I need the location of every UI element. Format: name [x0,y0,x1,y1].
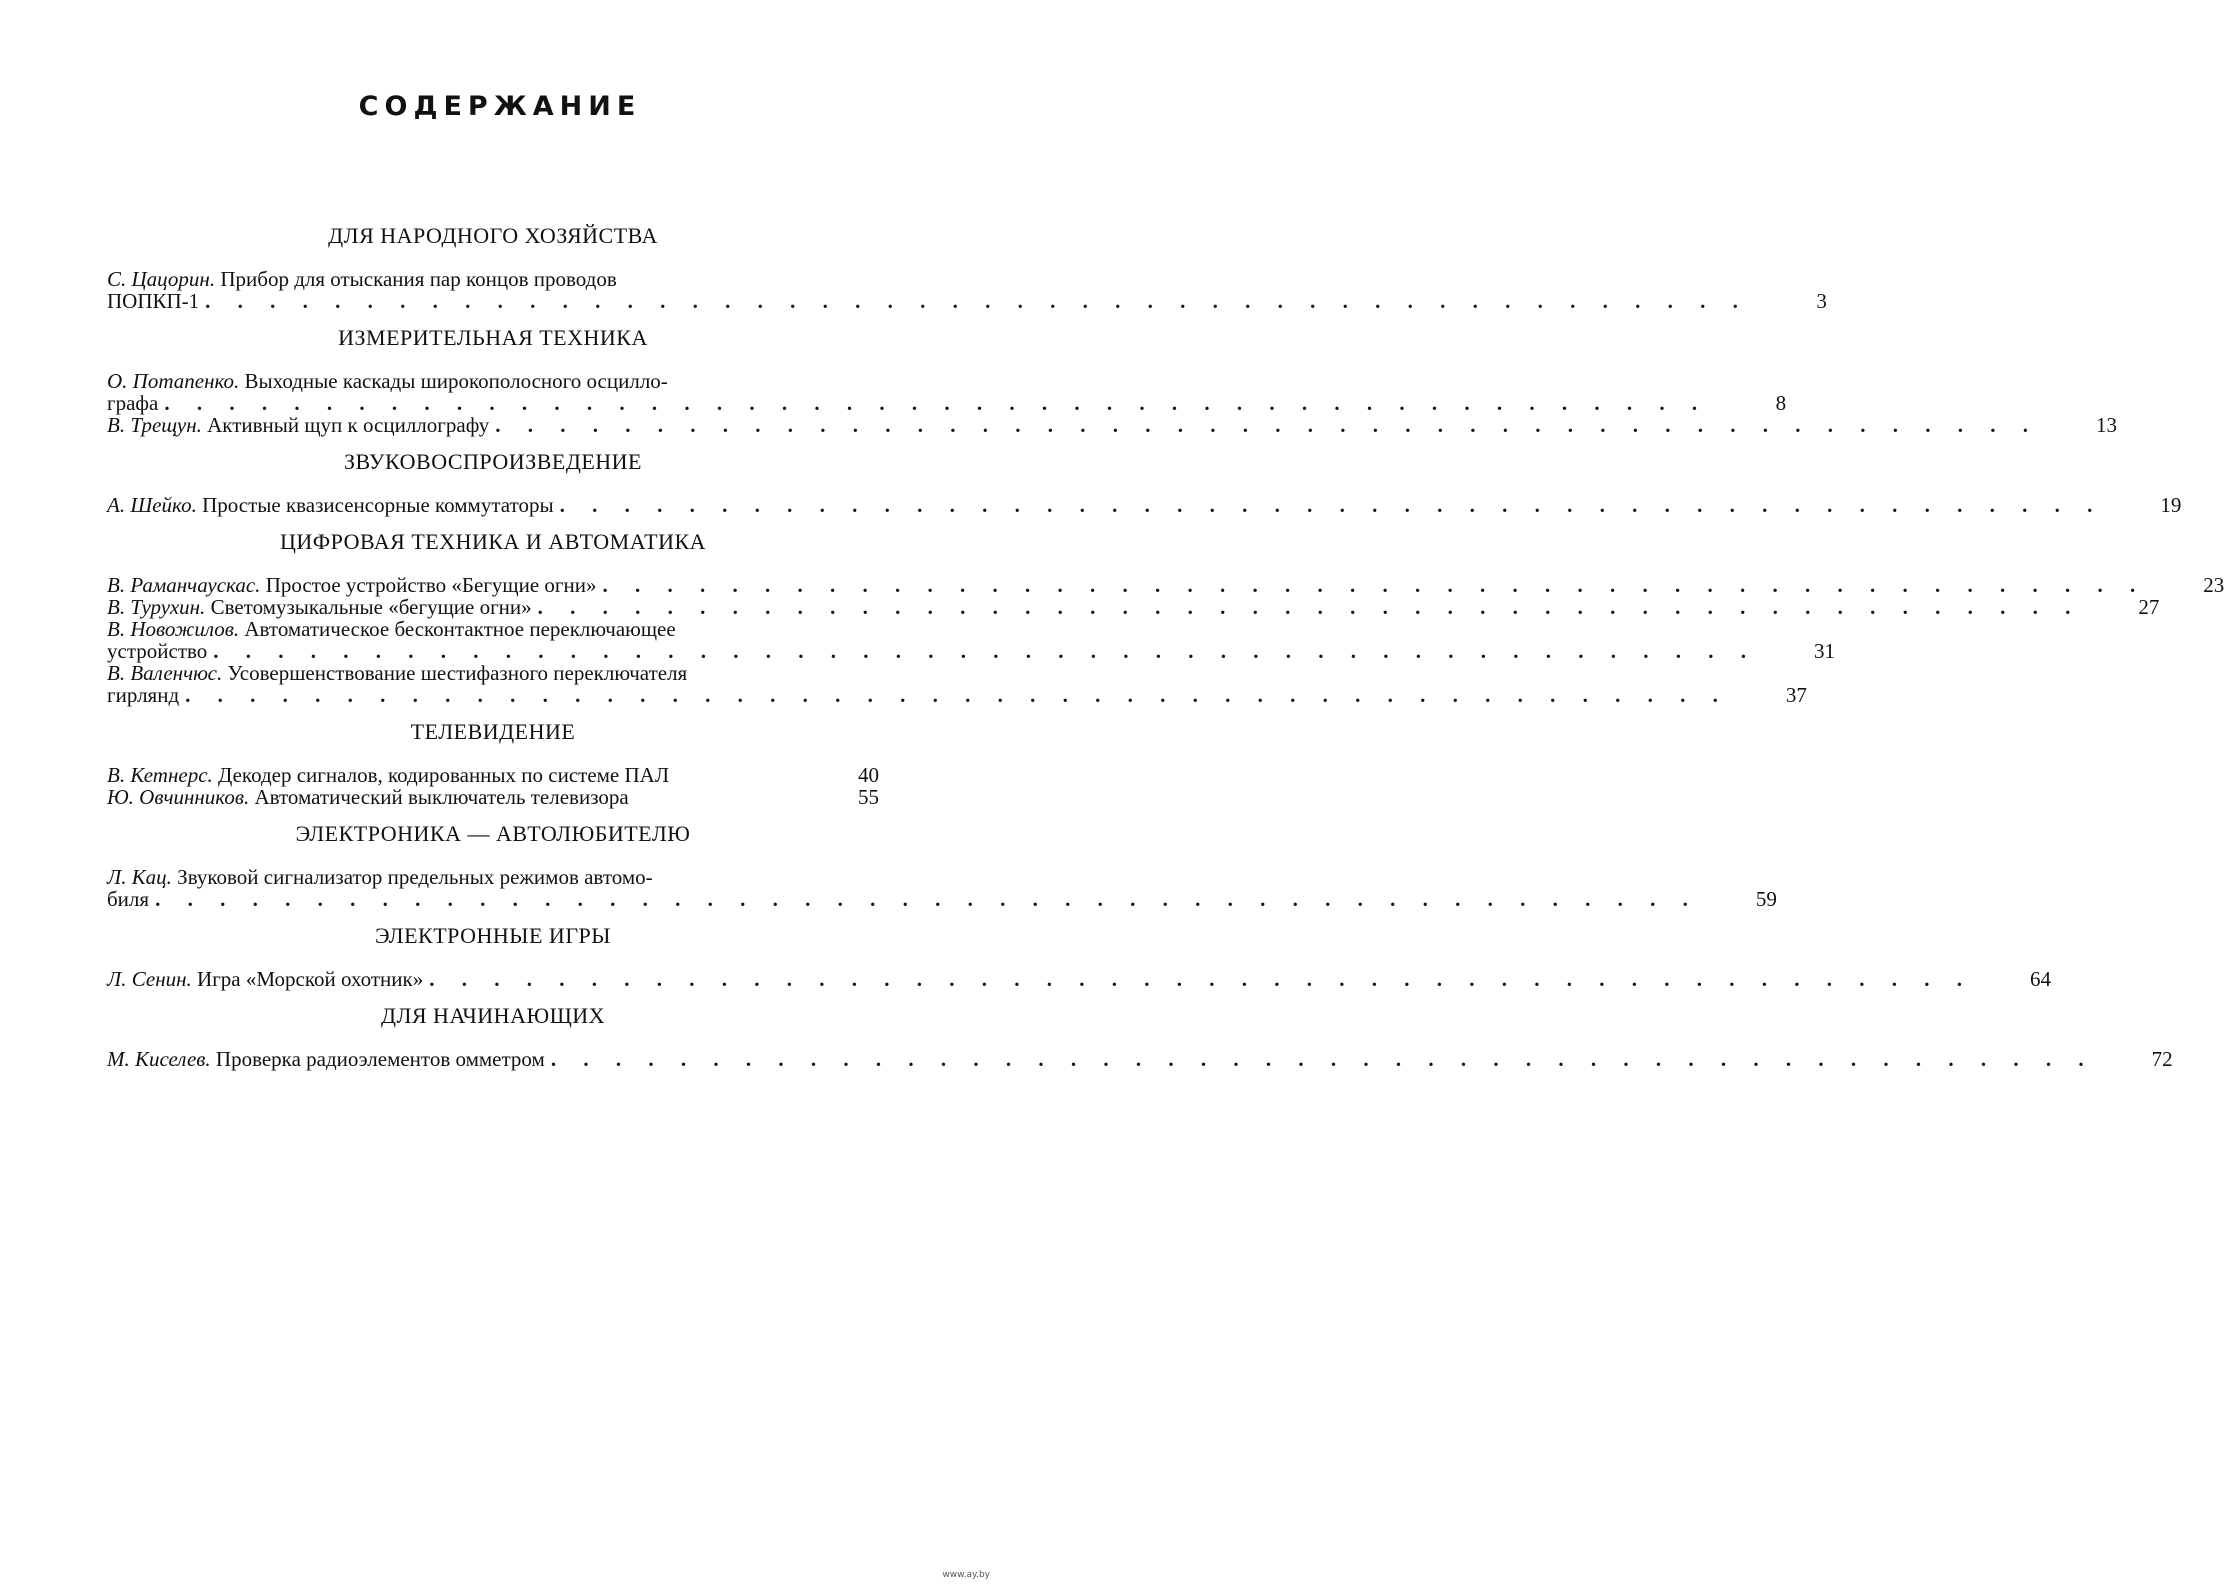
entry-title-line [107,1048,545,1070]
entry-title-text: Усовершенствование шестифазного переключателя [227,661,688,685]
entry-title-line [107,574,597,596]
entry-leader-line [107,493,2182,517]
leader-dots: . . . . . . . . . . . . . . . . . . . . . . . . . . . . . . . . . . . . . . . . . . . . . . . . [602,573,2147,597]
entry-leader-line [107,764,879,786]
entry-leader-line [107,289,1827,313]
entry-title-first [107,370,879,392]
entry-page-number: 64 [2029,967,2051,991]
entry-title-text: Проверка радиоэлементов омметром [215,1047,545,1071]
toc-entries [107,764,879,808]
entry-leader-line [107,413,2118,437]
section-heading: ИЗМЕРИТЕЛЬНАЯ ТЕХНИКА [338,325,648,350]
page-title: СОДЕРЖАНИЕ [358,91,642,122]
entry-title-text: Декодер сигналов, кодированных по системе ПАЛ [218,763,670,787]
entry-leader-line [107,967,2051,991]
entry-leader-line [107,887,1777,911]
entry-title-first [107,268,879,290]
leader-dots: . . . . . . . . . . . . . . . . . . . . . . . . . . . . . . . . . . . . . . . . . . . . . . . . [537,595,2082,619]
entry-leader-line [107,786,879,808]
toc-entries [107,865,1777,911]
entry-title-first [107,618,879,640]
entry-title-last: гирлянд [107,683,180,707]
entry-title-text: Простые квазисенсорные коммутаторы [202,493,554,517]
entry-title-text: Выходные каскады широкополосного осцилло- [244,369,668,393]
leader-dots: . . . . . . . . . . . . . . . . . . . . . . . . . . . . . . . . . . . . . . . . . . . . . . . . [495,413,2040,437]
toc-entry [107,865,1777,911]
entry-page-number: 3 [1816,289,1827,313]
leader-dots: . . . . . . . . . . . . . . . . . . . . . . . . . . . . . . . . . . . . . . . . . . . . . . . . [559,493,2104,517]
entry-leader-line [107,391,1787,415]
section-heading: ДЛЯ НАРОДНОГО ХОЗЯЙСТВА [328,223,658,248]
toc-entries [107,493,2182,517]
entry-title-text: Автоматическое бесконтактное переключающее [244,617,676,641]
section-heading: ЦИФРОВАЯ ТЕХНИКА И АВТОМАТИКА [279,529,707,554]
entry-leader-line [107,595,2160,619]
toc-entry [107,413,2118,437]
entry-leader-line [107,639,1836,663]
entry-page-number: 55 [858,785,879,809]
entry-page-number: 59 [1755,887,1777,911]
toc-entries [107,1047,2173,1071]
entry-page-number: 8 [1775,391,1787,415]
entry-title-first [107,662,879,684]
entry-title-text: Автоматический выключатель телевизора [254,785,629,809]
entry-title-line [107,968,423,990]
leader-dots: . . . . . . . . . . . . . . . . . . . . . . . . . . . . . . . . . . . . . . . . . . . . . . . . [185,683,1729,707]
entry-title-last: ПОПКП-1 [107,289,200,313]
toc-entries [107,267,1827,313]
entry-title-text: Игра «Морской охотник» [197,967,424,991]
leader-dots: . . . . . . . . . . . . . . . . . . . . . . . . . . . . . . . . . . . . . . . . . . . . . . . . [550,1047,2095,1071]
leader-dots: . . . . . . . . . . . . . . . . . . . . . . . . . . . . . . . . . . . . . . . . . . . . . . . . [205,289,1749,313]
entry-page-number: 23 [2203,573,2224,597]
entry-author: О. Потапенко. [107,369,240,393]
leader-dots: . . . . . . . . . . . . . . . . . . . . . . . . . . . . . . . . . . . . . . . . . . . . . . . . [429,967,1973,991]
toc-entry [107,573,2224,597]
entry-title-line [107,414,489,436]
entry-title-line [107,494,554,516]
entry-author: Л. Сенин. [107,967,192,991]
entry-title-line [107,596,532,618]
entry-author: В. Турухин. [107,595,206,619]
entry-title-first [107,866,879,888]
entry-title-line [107,764,669,786]
toc-entry [107,617,1836,663]
entry-page-number: 37 [1785,683,1807,707]
section-heading: ЗВУКОВОСПРОИЗВЕДЕНИЕ [344,449,642,474]
entry-author: М. Киселев. [107,1047,211,1071]
toc-section [107,528,2224,707]
toc-entry [107,267,1827,313]
entry-author: С. Цацорин. [107,267,216,291]
toc-entries [107,573,2224,707]
toc-entry [107,967,2051,991]
entry-title-text: Прибор для отыскания пар концов проводов [220,267,617,291]
toc-section [107,324,2118,437]
toc-entry [107,764,879,786]
section-heading: ДЛЯ НАЧИНАЮЩИХ [380,1003,606,1028]
section-heading: ЭЛЕКТРОННЫЕ ИГРЫ [375,923,611,948]
section-heading: ТЕЛЕВИДЕНИЕ [410,719,576,744]
toc-entries [107,369,2118,437]
entry-author: В. Валенчюс. [107,661,223,685]
entry-title-text: Активный щуп к осциллографу [207,413,490,437]
toc-entry [107,369,1787,415]
entry-page-number: 40 [858,763,879,787]
entry-title-line [107,786,629,808]
entry-author: В. Трещун. [107,413,202,437]
entry-page-number: 19 [2160,493,2182,517]
entry-title-text: Простое устройство «Бегущие огни» [265,573,597,597]
entry-author: Л. Кац. [107,865,172,889]
toc-entry [107,595,2160,619]
entry-author: В. Новожилов. [107,617,240,641]
toc-entries [107,967,2051,991]
entry-page-number: 31 [1814,639,1836,663]
watermark: www.ay.by [942,1570,990,1580]
entry-title-text: Светомузыкальные «бегущие огни» [210,595,532,619]
entry-page-number: 27 [2138,595,2160,619]
table-of-contents [107,222,2224,1082]
entry-leader-line [107,683,1807,707]
entry-page-number: 13 [2096,413,2118,437]
toc-section [107,718,879,808]
entry-author: Ю. Овчинников. [107,785,250,809]
entry-title-last: графа [107,391,159,415]
leader-dots: . . . . . . . . . . . . . . . . . . . . . . . . . . . . . . . . . . . . . . . . . . . . . . . . [155,887,1699,911]
entry-author: В. Кетнерс. [107,763,213,787]
toc-entry [107,786,879,808]
leader-dots: . . . . . . . . . . . . . . . . . . . . . . . . . . . . . . . . . . . . . . . . . . . . . . . . [213,639,1758,663]
section-heading: ЭЛЕКТРОНИКА — АВТОЛЮБИТЕЛЮ [295,821,691,846]
entry-leader-line [107,573,2224,597]
toc-section [107,222,1827,313]
toc-section [107,448,2182,517]
entry-title-text: Звуковой сигнализатор предельных режимов автомо- [177,865,653,889]
entry-title-last: биля [107,887,150,911]
leader-dots: . . . . . . . . . . . . . . . . . . . . . . . . . . . . . . . . . . . . . . . . . . . . . . . . [164,391,1709,415]
entry-page-number: 72 [2151,1047,2173,1071]
toc-entry [107,493,2182,517]
entry-author: В. Раманчаускас. [107,573,261,597]
entry-title-last: устройство [107,639,208,663]
entry-author: А. Шейко. [107,493,197,517]
toc-section [107,820,1777,911]
entry-leader-line [107,1047,2173,1071]
toc-section [107,1002,2173,1071]
toc-entry [107,1047,2173,1071]
toc-section [107,922,2051,991]
toc-entry [107,661,1807,707]
